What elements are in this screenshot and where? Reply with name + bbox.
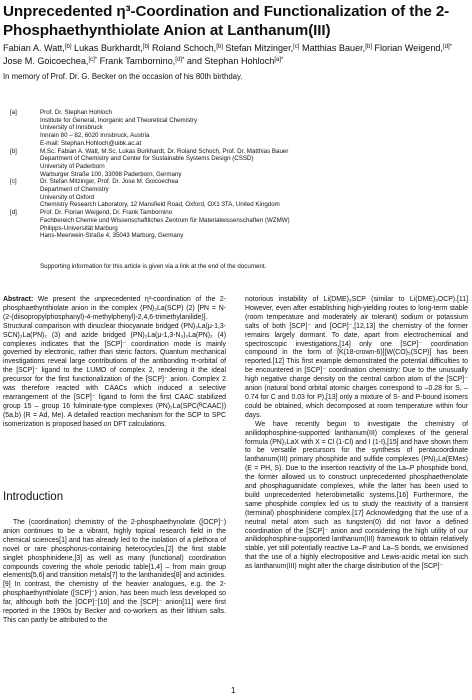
author-name: Jose M. Goicoechea, (3, 56, 89, 66)
supporting-info-note: Supporting information for this article is given via a link at the end of the document. (40, 263, 267, 270)
author-affiliation-mark: [b] (365, 44, 372, 50)
body-paragraph: notorious instability of Li(DME)₃SCP (similar to Li(DME)₂OCP).[11] However, even after establishing high-yielding routes to long-term stable (room temperature and moderately air tolerant) sodium or potassium salts of both [SCP]⁻ and [OCP]⁻,[12,13] the chemistry of the former remains largely dormant. To date, apart from electrochemical and spectroscopic investigations,[14] only one [SCP]⁻ coordination compound in the form of [K(18-crown-6)][W(CO)₅(SCP)] has been reported.[12] This first example demonstrated the potential difficulties to be encountered in [SCP]⁻ coordination chemistry: Due to the unusually high negative charge density on the central carbon atom of the [SCP]⁻ anion (natural bond orbital atomic charges correspond to –0.28 for S, –0.74 for C and 0.03 for P),[13] only a mixture of S- and P-bound isomers could be obtained, which decomposed at room temperature within four days. (245, 296, 468, 419)
author (187, 56, 284, 66)
author-affiliation-mark: [d]* (175, 57, 185, 63)
section-heading-introduction: Introduction (3, 491, 64, 503)
dedication: In memory of Prof. Dr. G. Becker on the occasion of his 80th birthday. (3, 72, 243, 81)
abstract-label: Abstract: (3, 296, 34, 303)
introduction-text (3, 519, 226, 626)
affiliation (10, 209, 466, 240)
affiliation-text: Dr. Stefan Mitzinger, Prof. Dr. Jose M. Goicoechea Department of Chemistry University of Oxford Chemistry Research Laboratory, 12 Mansfield Road, Oxford, OX1 3TA, United Kingdom (40, 178, 280, 209)
author-affiliation-mark: [d]* (442, 44, 452, 50)
author (152, 43, 223, 53)
affiliation-label: [a] (10, 109, 17, 116)
author-name: and Stephan Hohloch (186, 56, 275, 66)
author (3, 56, 97, 66)
abstract (3, 296, 226, 430)
author (3, 43, 72, 53)
author (225, 43, 299, 53)
author (74, 43, 149, 53)
author-affiliation-mark: [b] (142, 44, 150, 50)
author-affiliation-mark: [c] (293, 44, 300, 50)
affiliation-label: [c] (10, 178, 17, 186)
page-number: 1 (231, 686, 236, 695)
affiliation-text: Prof. Dr. Florian Weigend, Dr. Frank Tambornino Fachbereich Chemie und Wissenschaftliches Zentrum für Materialwissenschaften (WZMW) Philipps-Universität Marburg Hans-Meerwein-Straße 4, 35043 Marburg, Germany (40, 209, 290, 240)
affiliations (10, 109, 466, 240)
abstract-text: We present the unprecedented η³-coordination of the 2-phosphaethynthiolate anion in the complex (PN)₂La(SCP) (2) [PN = N-(2-(diisopropylphosphanyl)-4-methylphenyl)-2,4,6-trimethylanilide)]. Structural comparison with dinuclear thiocyanate bridged (PN)₂La(μ-1,3-SCN)₂La(PN)₂ (3) and azide bridged (PN)₂La(μ-1,3-N₃)₂La(PN)₂ (4) complexes indicates that the [SCP]⁻ coordination mode is mainly governed by electronic, rather than steric factors. Quantum mechanical investigations reveal large contributions of the antibonding π-orbital of the [SCP]⁻ ligand to the LUMO of complex 2, rendering it the ideal precursor for the first functionalization of the [SCP]⁻ anion. Complex 2 was therefore reacted with CAACs which induced a selective rearrangement of the [SCP]⁻ ligand to form the first CAAC stabilized group 15 – group 16 fulminate-type complexes (PN)₂La(SPC(ᴿCAAC)) (5a,b) (R = Ad, Me). A detailed reaction mechanism for the SCP to SPC isomerization is proposed based on DFT calculations. (3, 296, 226, 428)
author-name: Lukas Burkhardt, (74, 43, 143, 53)
author-name: Roland Schoch, (152, 43, 217, 53)
author-name: Fabian A. Watt, (3, 43, 65, 53)
author-affiliation-mark: [c]* (88, 57, 98, 63)
right-column-text (245, 296, 468, 572)
author (374, 43, 452, 53)
affiliation-label: [b] (10, 147, 17, 155)
author-affiliation-mark: [a]* (274, 57, 284, 63)
author-name: Matthias Bauer, (302, 43, 366, 53)
author-affiliation-mark: [b] (216, 44, 223, 50)
affiliation-label: [d] (10, 209, 17, 217)
affiliation (10, 109, 466, 148)
author-list (3, 42, 469, 68)
author-name: Florian Weigend, (374, 43, 443, 53)
body-paragraph: We have recently begun to investigate the chemistry of anilidophosphine-supported lanthanum(III) complexes of the general formula (PN)₂LaX with X = Cl (1-Cl) and I (1-I),[15] and have shown them to be versatile precursors for the synthesis of pentacoordinate lanthanum(III) primary phosphide and sulfide complexes (PN)₂La(EMes) (E = PH, S). Due to the insertion reactivity of the La–P phosphide bond, the former allowed us to construct unprecedented phosphaethenolate and phosphaguanidate complexes, while the latter has been used to build unprecedented heterobimetallic systems.[16] Furthermore, the same phosphide complex led us to study the reactivity of a transient (terminal) phosphinidene complex.[17] Acknowledging that the use of a neutral metal atom such as tungsten(0) did not favor a defined coordination of the [SCP]⁻ anion and considering the high utility of our anilidophosphine-supported lanthanum(III) framework to obtain relatively stable, yet still potentially reactive La–P and La–S bonds, we envisioned that the use of a highly electropositive and Lewis-acidic metal ion such as lanthanum(III) might alter the charge distribution of the [SCP]⁻ (245, 420, 468, 571)
affiliation (10, 148, 466, 179)
affiliation (10, 178, 466, 209)
paper-title: Unprecedented η³-Coordination and Functionalization of the 2-Phosphaethynthiolate Anion at Lanthanum(III) (3, 3, 450, 39)
author-affiliation-mark: [b] (64, 44, 72, 50)
intro-paragraph: The (coordination) chemistry of the 2-phosphaethynolate ([OCP]⁻) anion continues to be a vibrant, highly topical research field in the chemical sciences[1] and has already led to the isolation of a plethora of novel or rare phosphorus-containing heterocycles,[2] the first stable singlet phosphinidene,[3] as well as many (functional) coordination compounds covering the whole periodic table[1,4] – from main group elements[5,6] and transition metals[7] to the lanthanides[8] and actinides.[9] In contrast, the chemistry of the heavier analogues, e.g. the 2-phosphaethynthiolate ([SCP]⁻) anion, has been much less developed so far, although both the [OCP]⁻[10] and the [SCP]⁻ anion[11] were first reported in the 1990s by Becker and co-workers as their lithium salts. This can partly be attributed to the (3, 519, 226, 624)
author-name: Frank Tambornino, (99, 56, 176, 66)
author (302, 43, 372, 53)
author-name: Stefan Mitzinger, (225, 43, 294, 53)
affiliation-text: M.Sc. Fabian A. Watt, M.Sc. Lukas Burkhardt, Dr. Roland Schoch, Prof. Dr. Matthias Bauer Department of Chemistry and Center for Sustainable Systems Design (CSSD) University of Paderborn Warburger Straße 100, 33098 Paderborn, Germany (40, 147, 289, 178)
author (100, 56, 185, 66)
affiliation-text: Prof. Dr. Stephan Hohloch Institute for General, Inorganic and Theoretical Chemistry University of Innsbruck Innrain 80 – 82, 6020 Innsbruck, Austria E-mail: Stephan.Hohloch@uibk.ac.at (40, 109, 198, 147)
